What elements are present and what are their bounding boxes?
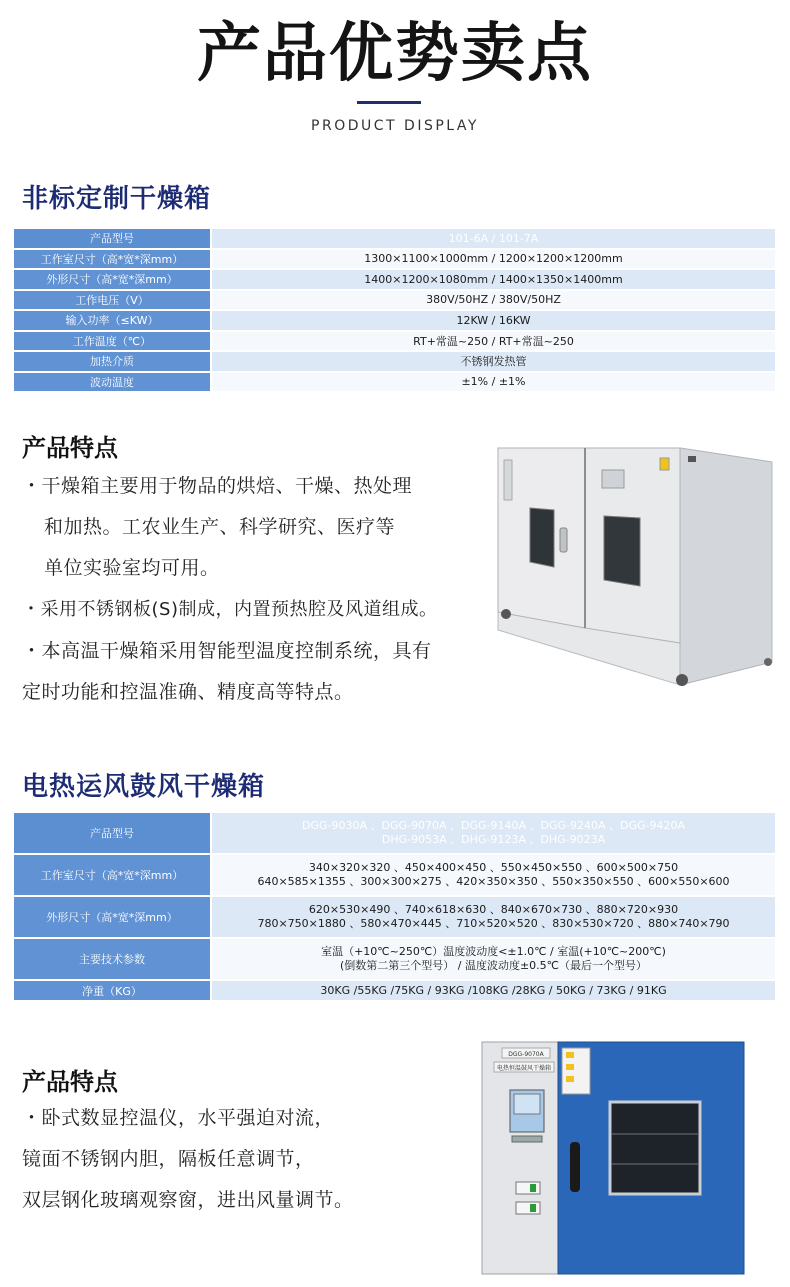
spec-label: 外形尺寸（高*宽*深mm） [14, 270, 212, 291]
title-underline [357, 101, 421, 104]
spec-value-line: (倒数第二第三个型号） / 温度波动度±0.5℃（最后一个型号） [339, 959, 648, 972]
spec-label: 波动温度 [14, 373, 212, 394]
table-row [14, 332, 775, 353]
table-row [14, 855, 775, 897]
spec-label: 主要技术参数 [14, 939, 212, 981]
spec-value-line: 室温（+10℃~250℃）温度波动度<±1.0℃ / 室温(+10℃~200℃) [321, 945, 666, 958]
spec-label: 工作室尺寸（高*宽*深mm） [14, 250, 212, 271]
spec-value-line: 340×320×320 、450×400×450 、550×450×550 、600×500×750 [308, 861, 679, 874]
spec-table-1 [14, 229, 775, 393]
spec-value-line: 30KG /55KG /75KG / 93KG /108KG /28KG / 50KG / 73KG / 91KG [320, 983, 667, 997]
section2-title: 电热运风鼓风干燥箱 [22, 772, 266, 802]
model-plate-text: DGG-9070A [508, 1051, 544, 1058]
section1-title: 非标定制干燥箱 [22, 184, 212, 214]
drying-oven-image [478, 1036, 750, 1284]
spec-value [212, 855, 775, 897]
table-row [14, 270, 775, 291]
spec-label: 工作室尺寸（高*宽*深mm） [14, 855, 212, 897]
spec-value: ±1% / ±1% [212, 373, 775, 394]
spec-value-line: 640×585×1355 、300×300×275 、420×350×350 、550×350×550 、600×550×600 [257, 875, 730, 888]
spec-label: 工作温度（℃） [14, 332, 212, 353]
spec-value: RT+常温~250 / RT+常温~250 [212, 332, 775, 353]
spec-value: 不锈钢发热管 [212, 352, 775, 373]
features-title: 产品特点 [22, 434, 118, 462]
feature-line: ・卧式数显控温仪，水平强迫对流， [22, 1107, 335, 1129]
table-row [14, 352, 775, 373]
spec-label: 产品型号 [14, 813, 212, 855]
feature-line: ・本高温干燥箱采用智能型温度控制系统，具有 [22, 640, 432, 662]
page-title: 产品优势卖点 [197, 17, 593, 91]
spec-value-line: DHG-9053A 、DHG-9123A 、DHG-9023A [381, 833, 606, 846]
spec-value [212, 939, 775, 981]
spec-value: 380V/50HZ / 380V/50HZ [212, 291, 775, 312]
feature-line: 双层钢化玻璃观察窗，进出风量调节。 [22, 1189, 354, 1211]
spec-value-line: 780×750×1880 、580×470×445 、710×520×520 、830×530×720 、880×740×790 [257, 917, 730, 930]
table-row [14, 291, 775, 312]
spec-value: 1400×1200×1080mm / 1400×1350×1400mm [212, 270, 775, 291]
spec-label: 工作电压（V） [14, 291, 212, 312]
feature-line: 定时功能和控温准确、精度高等特点。 [22, 681, 354, 703]
feature-line: 镜面不锈钢内胆，隔板任意调节， [22, 1148, 315, 1170]
spec-value [212, 813, 775, 855]
table-row [14, 229, 775, 250]
spec-table-2 [14, 813, 775, 1002]
industrial-oven-image [492, 440, 777, 695]
table-row [14, 981, 775, 1002]
feature-line: ・干燥箱主要用于物品的烘焙、干燥、热处理 [22, 475, 413, 497]
features-title: 产品特点 [22, 1068, 118, 1096]
spec-label: 加热介质 [14, 352, 212, 373]
table-row [14, 250, 775, 271]
feature-line: ・采用不锈钢板(S)制成，内置预热腔及风道组成。 [22, 599, 438, 620]
page-subtitle: PRODUCT DISPLAY [311, 118, 479, 134]
feature-line: 单位实验室均可用。 [44, 557, 220, 579]
spec-value: 101-6A / 101-7A [212, 229, 775, 250]
feature-line: 和加热。工农业生产、科学研究、医疗等 [44, 516, 396, 538]
table-row [14, 311, 775, 332]
table-row [14, 939, 775, 981]
table-row [14, 813, 775, 855]
spec-label: 产品型号 [14, 229, 212, 250]
table-row [14, 373, 775, 394]
spec-value [212, 981, 775, 1002]
name-plate-text: 电热恒温鼓风干燥箱 [496, 1065, 552, 1072]
spec-value: 12KW / 16KW [212, 311, 775, 332]
spec-label: 外形尺寸（高*宽*深mm） [14, 897, 212, 939]
spec-label: 输入功率（≤KW） [14, 311, 212, 332]
spec-value [212, 897, 775, 939]
spec-label: 净重（KG） [14, 981, 212, 1002]
spec-value-line: DGG-9030A 、DGG-9070A 、DGG-9140A 、DGG-9240A 、DGG-9420A [301, 819, 686, 832]
table-row [14, 897, 775, 939]
spec-value: 1300×1100×1000mm / 1200×1200×1200mm [212, 250, 775, 271]
spec-value-line: 620×530×490 、740×618×630 、840×670×730 、880×720×930 [308, 903, 679, 916]
